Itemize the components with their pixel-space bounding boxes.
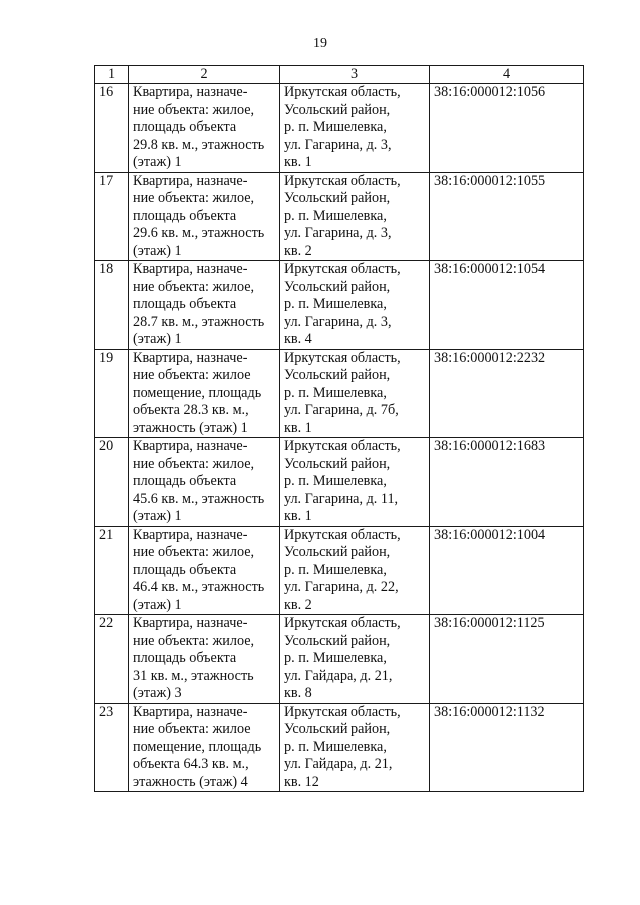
address-line: ул. Гайдара, д. 21, xyxy=(284,667,393,684)
description-line: (этаж) 1 xyxy=(133,596,182,613)
row-number: 21 xyxy=(95,526,129,615)
address-line: кв. 1 xyxy=(284,154,312,170)
description-line: Квартира, назначе- xyxy=(133,261,248,277)
description-line: объекта 64.3 кв. м., xyxy=(133,756,249,772)
property-description xyxy=(129,172,280,261)
description-line: ние объекта: жилое, xyxy=(133,544,255,560)
description-line: (этаж) 1 xyxy=(133,242,182,259)
table-header-row xyxy=(95,66,584,84)
description-line: Квартира, назначе- xyxy=(133,703,248,720)
description-line: этажность (этаж) 1 xyxy=(133,419,248,436)
row-number: 17 xyxy=(95,172,129,261)
property-description xyxy=(129,261,280,350)
description-line: 29.6 кв. м., этажность xyxy=(133,225,265,241)
address-line: Усольский район, xyxy=(284,632,391,649)
description-line: (этаж) 1 xyxy=(133,154,182,170)
description-line: Квартира, назначе- xyxy=(133,615,248,631)
address-line: Иркутская область, xyxy=(284,703,401,720)
description-line: ние объекта: жилое, xyxy=(133,632,255,649)
cadastral-number: 38:16:000012:2232 xyxy=(430,349,584,438)
row-number: 20 xyxy=(95,438,129,527)
table-row xyxy=(95,438,584,527)
address-line: Усольский район, xyxy=(284,190,391,206)
description-line: Квартира, назначе- xyxy=(133,172,248,189)
column-header-2: 2 xyxy=(129,66,280,84)
cadastral-number: 38:16:000012:1056 xyxy=(430,84,584,173)
address-line: Иркутская область, xyxy=(284,172,401,189)
address-line: Усольский район, xyxy=(284,278,391,295)
property-address xyxy=(280,172,430,261)
address-line: р. п. Мишелевка, xyxy=(284,650,387,666)
address-line: Иркутская область, xyxy=(284,615,401,631)
table-row xyxy=(95,172,584,261)
address-line: ул. Гагарина, д. 3, xyxy=(284,136,392,153)
address-line: Иркутская область, xyxy=(284,84,401,100)
address-line: ул. Гагарина, д. 3, xyxy=(284,313,392,330)
address-line: кв. 1 xyxy=(284,419,312,436)
address-line: ул. Гайдара, д. 21, xyxy=(284,756,393,772)
address-line: ул. Гагарина, д. 22, xyxy=(284,579,399,595)
cadastral-number: 38:16:000012:1132 xyxy=(430,703,584,792)
property-registry-table xyxy=(94,65,584,792)
page-number: 19 xyxy=(313,36,327,51)
property-address xyxy=(280,438,430,527)
property-address xyxy=(280,349,430,438)
table-row xyxy=(95,703,584,792)
description-line: площадь объекта xyxy=(133,119,237,135)
description-line: Квартира, назначе- xyxy=(133,526,248,543)
property-description xyxy=(129,349,280,438)
address-line: кв. 12 xyxy=(284,773,319,790)
description-line: 31 кв. м., этажность xyxy=(133,667,254,684)
property-address xyxy=(280,526,430,615)
column-header-4: 4 xyxy=(430,66,584,84)
description-line: площадь объекта xyxy=(133,561,237,578)
description-line: ние объекта: жилое, xyxy=(133,278,255,295)
description-line: ние объекта: жилое xyxy=(133,721,251,737)
description-line: этажность (этаж) 4 xyxy=(133,773,248,790)
address-line: р. п. Мишелевка, xyxy=(284,738,387,755)
description-line: ние объекта: жилое, xyxy=(133,455,255,472)
cadastral-number: 38:16:000012:1055 xyxy=(430,172,584,261)
address-line: кв. 2 xyxy=(284,242,312,259)
description-line: 46.4 кв. м., этажность xyxy=(133,579,265,595)
cadastral-number: 38:16:000012:1683 xyxy=(430,438,584,527)
description-line: 45.6 кв. м., этажность xyxy=(133,490,265,507)
row-number: 22 xyxy=(95,615,129,704)
description-line: ние объекта: жилое, xyxy=(133,101,255,118)
address-line: кв. 2 xyxy=(284,596,312,613)
address-line: р. п. Мишелевка, xyxy=(284,473,387,489)
column-header-3: 3 xyxy=(280,66,430,84)
address-line: ул. Гагарина, д. 7б, xyxy=(284,402,399,418)
description-line: 29.8 кв. м., этажность xyxy=(133,136,265,153)
description-line: (этаж) 1 xyxy=(133,508,182,524)
address-line: Иркутская область, xyxy=(284,438,401,454)
property-description xyxy=(129,703,280,792)
table-row xyxy=(95,84,584,173)
address-line: кв. 4 xyxy=(284,331,312,347)
description-line: ние объекта: жилое xyxy=(133,367,251,383)
address-line: р. п. Мишелевка, xyxy=(284,296,387,312)
address-line: р. п. Мишелевка, xyxy=(284,384,387,401)
address-line: Усольский район, xyxy=(284,101,391,118)
address-line: кв. 1 xyxy=(284,508,312,524)
property-description xyxy=(129,438,280,527)
table-row xyxy=(95,526,584,615)
description-line: ние объекта: жилое, xyxy=(133,190,255,206)
description-line: (этаж) 1 xyxy=(133,331,182,347)
description-line: (этаж) 3 xyxy=(133,685,182,701)
row-number: 16 xyxy=(95,84,129,173)
address-line: Иркутская область, xyxy=(284,261,401,277)
description-line: площадь объекта xyxy=(133,207,237,224)
address-line: р. п. Мишелевка, xyxy=(284,119,387,135)
description-line: помещение, площадь xyxy=(133,384,262,401)
property-address xyxy=(280,261,430,350)
description-line: 28.7 кв. м., этажность xyxy=(133,313,265,330)
address-line: Усольский район, xyxy=(284,544,391,560)
property-description xyxy=(129,84,280,173)
row-number: 19 xyxy=(95,349,129,438)
description-line: помещение, площадь xyxy=(133,738,262,755)
address-line: Иркутская область, xyxy=(284,526,401,543)
property-address xyxy=(280,703,430,792)
address-line: Усольский район, xyxy=(284,367,391,383)
cadastral-number: 38:16:000012:1054 xyxy=(430,261,584,350)
row-number: 18 xyxy=(95,261,129,350)
address-line: р. п. Мишелевка, xyxy=(284,561,387,578)
address-line: ул. Гагарина, д. 11, xyxy=(284,490,399,507)
address-line: Усольский район, xyxy=(284,455,391,472)
address-line: р. п. Мишелевка, xyxy=(284,207,387,224)
property-address xyxy=(280,84,430,173)
address-line: Усольский район, xyxy=(284,721,391,737)
description-line: объекта 28.3 кв. м., xyxy=(133,402,249,418)
description-line: площадь объекта xyxy=(133,650,237,666)
property-address xyxy=(280,615,430,704)
description-line: Квартира, назначе- xyxy=(133,349,248,366)
property-description xyxy=(129,615,280,704)
column-header-1: 1 xyxy=(95,66,129,84)
table-row xyxy=(95,349,584,438)
property-description xyxy=(129,526,280,615)
cadastral-number: 38:16:000012:1125 xyxy=(430,615,584,704)
description-line: Квартира, назначе- xyxy=(133,438,248,454)
row-number: 23 xyxy=(95,703,129,792)
description-line: площадь объекта xyxy=(133,473,237,489)
description-line: площадь объекта xyxy=(133,296,237,312)
table-row xyxy=(95,261,584,350)
address-line: Иркутская область, xyxy=(284,349,401,366)
cadastral-number: 38:16:000012:1004 xyxy=(430,526,584,615)
address-line: ул. Гагарина, д. 3, xyxy=(284,225,392,241)
address-line: кв. 8 xyxy=(284,685,312,701)
description-line: Квартира, назначе- xyxy=(133,84,248,100)
table-row xyxy=(95,615,584,704)
